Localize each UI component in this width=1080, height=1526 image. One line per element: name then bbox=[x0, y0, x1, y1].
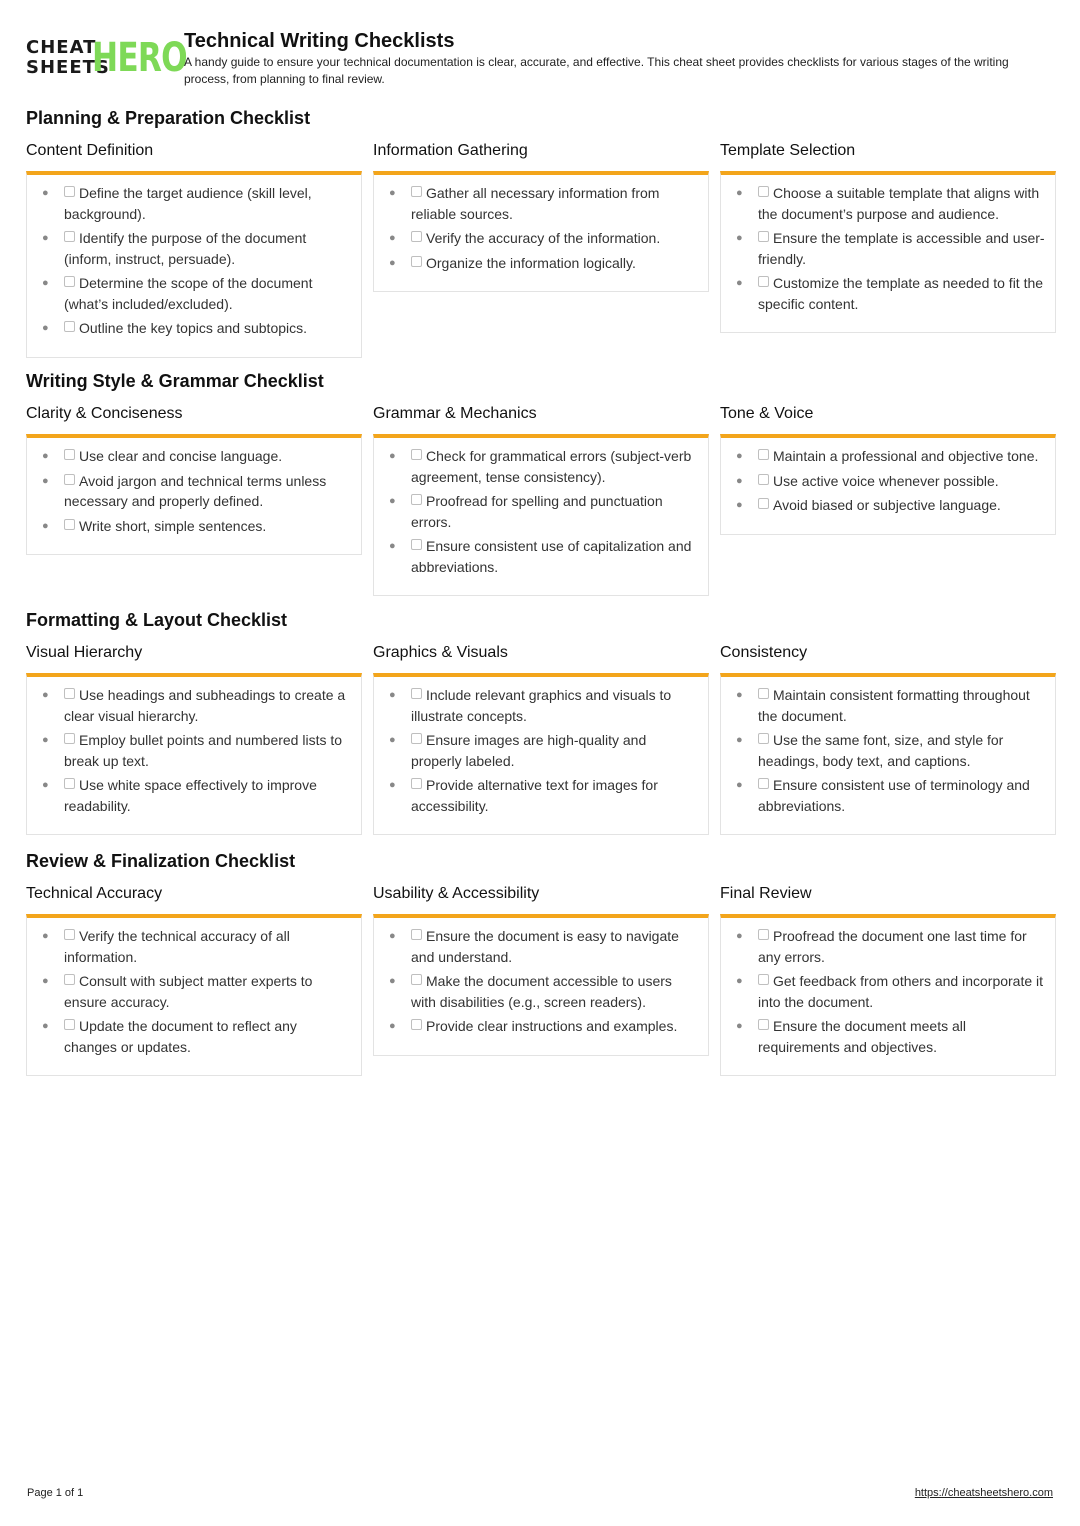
bullet-icon: ● bbox=[389, 779, 396, 791]
card-usability-accessibility bbox=[373, 884, 709, 1056]
card-final-review bbox=[720, 884, 1056, 1076]
checklist-item bbox=[384, 536, 698, 577]
checklist-item-text: Update the document to reflect any changes or updates. bbox=[64, 1018, 297, 1055]
checkbox[interactable] bbox=[758, 498, 769, 509]
bullet-icon: ● bbox=[736, 1020, 743, 1032]
checklist-item bbox=[731, 183, 1045, 224]
checkbox[interactable] bbox=[411, 449, 422, 460]
checklist-item-text: Ensure the document is easy to navigate and understand. bbox=[411, 928, 679, 965]
checkbox[interactable] bbox=[411, 494, 422, 505]
checklist-item bbox=[384, 926, 698, 967]
card-title: Final Review bbox=[720, 885, 812, 902]
checklist-item-text: Define the target audience (skill level, background). bbox=[64, 185, 312, 222]
checklist-item-text: Proofread the document one last time for any errors. bbox=[758, 928, 1027, 965]
bullet-icon: ● bbox=[42, 734, 49, 746]
checklist-item-text: Verify the technical accuracy of all information. bbox=[64, 928, 290, 965]
checklist-item-text: Customize the template as needed to fit the specific content. bbox=[758, 275, 1044, 312]
checkbox[interactable] bbox=[411, 974, 422, 985]
checklist-item bbox=[731, 926, 1045, 967]
bullet-icon: ● bbox=[736, 499, 743, 511]
checklist-box bbox=[26, 171, 362, 358]
checklist-item bbox=[384, 183, 698, 224]
bullet-icon: ● bbox=[42, 232, 49, 244]
checklist-item bbox=[37, 228, 351, 269]
bullet-icon: ● bbox=[42, 519, 49, 532]
checklist-item-text: Include relevant graphics and visuals to illustrate concepts. bbox=[411, 687, 672, 724]
checklist-item-text: Ensure consistent use of capitalization and abbreviations. bbox=[411, 538, 692, 575]
checklist-item bbox=[731, 685, 1045, 726]
checklist-item-text: Determine the scope of the document (what’s included/excluded). bbox=[64, 275, 313, 312]
checkbox[interactable] bbox=[411, 1019, 422, 1030]
card-information-gathering bbox=[373, 141, 709, 292]
checklist-item bbox=[731, 775, 1045, 816]
checklist-item bbox=[384, 730, 698, 771]
checklist-item bbox=[37, 273, 351, 314]
checkbox[interactable] bbox=[758, 733, 769, 744]
checklist-item-text: Ensure the document meets all requirements and objectives. bbox=[758, 1018, 966, 1055]
checkbox[interactable] bbox=[64, 276, 75, 287]
checkbox[interactable] bbox=[64, 1019, 75, 1030]
checkbox[interactable] bbox=[758, 474, 769, 485]
checklist-box bbox=[720, 171, 1056, 333]
bullet-icon: ● bbox=[42, 277, 49, 289]
bullet-icon: ● bbox=[389, 187, 396, 199]
cheatsheetshero-logo[interactable] bbox=[26, 35, 187, 82]
checklist-item bbox=[37, 685, 351, 726]
card-title: Usability & Accessibility bbox=[373, 885, 540, 902]
checkbox[interactable] bbox=[64, 519, 75, 530]
section-title: Formatting & Layout Checklist bbox=[26, 610, 288, 630]
card-clarity-conciseness bbox=[26, 404, 362, 555]
bullet-icon: ● bbox=[42, 450, 49, 462]
card-title: Visual Hierarchy bbox=[26, 644, 143, 661]
bullet-icon: ● bbox=[736, 187, 743, 199]
checklist-item bbox=[384, 228, 698, 249]
checklist-item-text: Check for grammatical errors (subject-verb agreement, tense consistency). bbox=[411, 448, 692, 485]
bullet-icon: ● bbox=[389, 256, 396, 269]
checklist-item bbox=[384, 685, 698, 726]
checklist-item bbox=[37, 775, 351, 816]
bullet-icon: ● bbox=[389, 689, 396, 701]
card-title: Template Selection bbox=[720, 142, 856, 159]
checklist-item bbox=[384, 775, 698, 816]
checklist-item bbox=[731, 471, 1045, 492]
checkbox[interactable] bbox=[64, 474, 75, 485]
card-consistency bbox=[720, 643, 1056, 835]
checklist-item bbox=[37, 183, 351, 224]
card-title: Tone & Voice bbox=[720, 405, 814, 422]
bullet-icon: ● bbox=[42, 689, 49, 701]
checklist-item bbox=[384, 446, 698, 487]
checklist-item bbox=[37, 446, 351, 467]
card-title: Consistency bbox=[720, 644, 808, 661]
checkbox[interactable] bbox=[758, 1019, 769, 1030]
checklist-item-text: Ensure the template is accessible and user-friendly. bbox=[758, 230, 1045, 267]
checklist-box bbox=[720, 914, 1056, 1076]
checkbox[interactable] bbox=[758, 231, 769, 242]
checklist-item bbox=[731, 730, 1045, 771]
checklist-item-text: Consult with subject matter experts to ensure accuracy. bbox=[64, 973, 313, 1010]
checklist-item bbox=[384, 1016, 698, 1037]
checkbox[interactable] bbox=[758, 778, 769, 789]
page-subtitle: A handy guide to ensure your technical documentation is clear, accurate, and effective. This cheat sheet provides checklists for various stages of the writing process, from planning to final review. bbox=[184, 55, 1009, 86]
section-title: Planning & Preparation Checklist bbox=[26, 108, 311, 128]
bullet-icon: ● bbox=[389, 1020, 396, 1032]
checkbox[interactable] bbox=[411, 733, 422, 744]
checklist-item-text: Provide alternative text for images for accessibility. bbox=[411, 777, 658, 814]
logo-word-sheets: SHEETS bbox=[26, 57, 110, 78]
checklist-box bbox=[720, 434, 1056, 535]
checkbox[interactable] bbox=[758, 974, 769, 985]
bullet-icon: ● bbox=[736, 474, 743, 487]
checkbox[interactable] bbox=[758, 449, 769, 460]
checklist-item-text: Employ bullet points and numbered lists to break up text. bbox=[64, 732, 343, 769]
checklist-item bbox=[731, 495, 1045, 516]
bullet-icon: ● bbox=[736, 277, 743, 289]
page-number: Page 1 of 1 bbox=[27, 1487, 84, 1499]
checklist-item bbox=[384, 491, 698, 532]
bullet-icon: ● bbox=[736, 779, 743, 791]
bullet-icon: ● bbox=[42, 975, 49, 987]
checklist-item bbox=[731, 273, 1045, 314]
checklist-item bbox=[37, 1016, 351, 1057]
checklist-item bbox=[384, 253, 698, 274]
bullet-icon: ● bbox=[389, 975, 396, 987]
checkbox[interactable] bbox=[411, 231, 422, 242]
checklist-item-text: Choose a suitable template that aligns with the document’s purpose and audience. bbox=[758, 185, 1040, 222]
section-title: Writing Style & Grammar Checklist bbox=[26, 371, 324, 391]
checklist-item bbox=[731, 228, 1045, 269]
card-graphics-visuals bbox=[373, 643, 709, 835]
checkbox[interactable] bbox=[411, 186, 422, 197]
bullet-icon: ● bbox=[389, 232, 396, 244]
checkbox[interactable] bbox=[64, 929, 75, 940]
bullet-icon: ● bbox=[736, 450, 743, 462]
logo-word-cheat: CHEAT bbox=[26, 37, 97, 58]
checklist-item-text: Use the same font, size, and style for headings, body text, and captions. bbox=[758, 732, 1004, 769]
checklist-item bbox=[731, 1016, 1045, 1057]
checkbox[interactable] bbox=[411, 929, 422, 940]
card-visual-hierarchy bbox=[26, 643, 362, 835]
bullet-icon: ● bbox=[42, 474, 49, 487]
checkbox[interactable] bbox=[64, 974, 75, 985]
bullet-icon: ● bbox=[736, 930, 743, 942]
checklist-item-text: Use headings and subheadings to create a clear visual hierarchy. bbox=[64, 687, 346, 724]
checkbox[interactable] bbox=[411, 778, 422, 789]
checkbox[interactable] bbox=[411, 539, 422, 550]
bullet-icon: ● bbox=[42, 187, 49, 199]
checklist-box bbox=[26, 434, 362, 555]
card-title: Content Definition bbox=[26, 142, 154, 159]
checkbox[interactable] bbox=[64, 449, 75, 460]
checklist-item-text: Ensure images are high-quality and properly labeled. bbox=[411, 732, 647, 769]
checklist-box bbox=[720, 673, 1056, 835]
card-tone-voice bbox=[720, 404, 1056, 535]
checklist-item bbox=[37, 926, 351, 967]
checklist-item-text: Gather all necessary information from reliable sources. bbox=[411, 185, 660, 222]
checklist-box bbox=[26, 673, 362, 835]
logo-word-hero: HERO bbox=[92, 35, 187, 81]
checklist-item bbox=[37, 318, 351, 339]
card-title: Grammar & Mechanics bbox=[373, 405, 537, 422]
bullet-icon: ● bbox=[389, 930, 396, 942]
checklist-item-text: Use clear and concise language. bbox=[79, 448, 283, 464]
checklist-item-text: Maintain consistent formatting throughout the document. bbox=[758, 687, 1030, 724]
page-header bbox=[26, 30, 1056, 100]
checklist-box bbox=[26, 914, 362, 1076]
bullet-icon: ● bbox=[389, 540, 396, 552]
checklist-box bbox=[373, 673, 709, 835]
checklist-item bbox=[384, 971, 698, 1012]
bullet-icon: ● bbox=[736, 689, 743, 701]
checkbox[interactable] bbox=[758, 276, 769, 287]
checklist-item-text: Get feedback from others and incorporate it into the document. bbox=[758, 973, 1044, 1010]
page-title: Technical Writing Checklists bbox=[184, 30, 455, 52]
bullet-icon: ● bbox=[736, 734, 743, 746]
bullet-icon: ● bbox=[389, 495, 396, 507]
checklist-box bbox=[373, 171, 709, 292]
checklist-item-text: Verify the accuracy of the information. bbox=[426, 230, 661, 246]
checkbox[interactable] bbox=[758, 929, 769, 940]
checkbox[interactable] bbox=[64, 321, 75, 332]
checklist-item-text: Use active voice whenever possible. bbox=[773, 472, 999, 489]
bullet-icon: ● bbox=[389, 450, 396, 462]
checkbox[interactable] bbox=[64, 733, 75, 744]
footer-link[interactable]: https://cheatsheetshero.com bbox=[914, 1487, 1053, 1499]
checklist-item-text: Organize the information logically. bbox=[426, 254, 636, 271]
checklist-item-text: Maintain a professional and objective tone. bbox=[773, 448, 1039, 464]
card-template-selection bbox=[720, 141, 1056, 333]
bullet-icon: ● bbox=[42, 930, 49, 942]
checkbox[interactable] bbox=[758, 688, 769, 699]
checkbox[interactable] bbox=[64, 231, 75, 242]
checkbox[interactable] bbox=[64, 778, 75, 789]
card-technical-accuracy bbox=[26, 884, 362, 1076]
section-title: Review & Finalization Checklist bbox=[26, 851, 296, 871]
checklist-item-text: Make the document accessible to users with disabilities (e.g., screen readers). bbox=[411, 973, 672, 1010]
checklist-item-text: Outline the key topics and subtopics. bbox=[79, 320, 308, 336]
checkbox[interactable] bbox=[411, 688, 422, 699]
checklist-box bbox=[373, 914, 709, 1056]
bullet-icon: ● bbox=[736, 975, 743, 987]
card-title: Information Gathering bbox=[373, 142, 528, 159]
bullet-icon: ● bbox=[736, 232, 743, 244]
bullet-icon: ● bbox=[42, 1020, 49, 1032]
card-title: Graphics & Visuals bbox=[373, 644, 508, 661]
checklist-item-text: Write short, simple sentences. bbox=[79, 517, 267, 534]
checklist-item bbox=[37, 971, 351, 1012]
checklist-box bbox=[373, 434, 709, 596]
checklist-item bbox=[731, 446, 1045, 467]
checkbox[interactable] bbox=[758, 186, 769, 197]
bullet-icon: ● bbox=[389, 734, 396, 746]
checklist-item-text: Ensure consistent use of terminology and abbreviations. bbox=[758, 777, 1030, 814]
checklist-item-text: Avoid jargon and technical terms unless necessary and properly defined. bbox=[64, 472, 327, 509]
card-title: Clarity & Conciseness bbox=[26, 405, 183, 422]
checklist-item-text: Use white space effectively to improve readability. bbox=[64, 777, 317, 814]
checklist-item-text: Provide clear instructions and examples. bbox=[426, 1018, 678, 1034]
card-content-definition bbox=[26, 141, 362, 358]
checkbox[interactable] bbox=[64, 688, 75, 699]
card-title: Technical Accuracy bbox=[26, 885, 163, 902]
checklist-item bbox=[731, 971, 1045, 1012]
checkbox[interactable] bbox=[411, 256, 422, 267]
checkbox[interactable] bbox=[64, 186, 75, 197]
card-grammar-mechanics bbox=[373, 404, 709, 596]
bullet-icon: ● bbox=[42, 322, 49, 334]
checklist-item bbox=[37, 730, 351, 771]
checklist-item-text: Avoid biased or subjective language. bbox=[773, 497, 1001, 513]
checklist-item bbox=[37, 516, 351, 537]
checklist-item-text: Proofread for spelling and punctuation errors. bbox=[411, 493, 663, 530]
checklist-item-text: Identify the purpose of the document (inform, instruct, persuade). bbox=[64, 230, 307, 267]
bullet-icon: ● bbox=[42, 779, 49, 791]
checklist-item bbox=[37, 471, 351, 512]
